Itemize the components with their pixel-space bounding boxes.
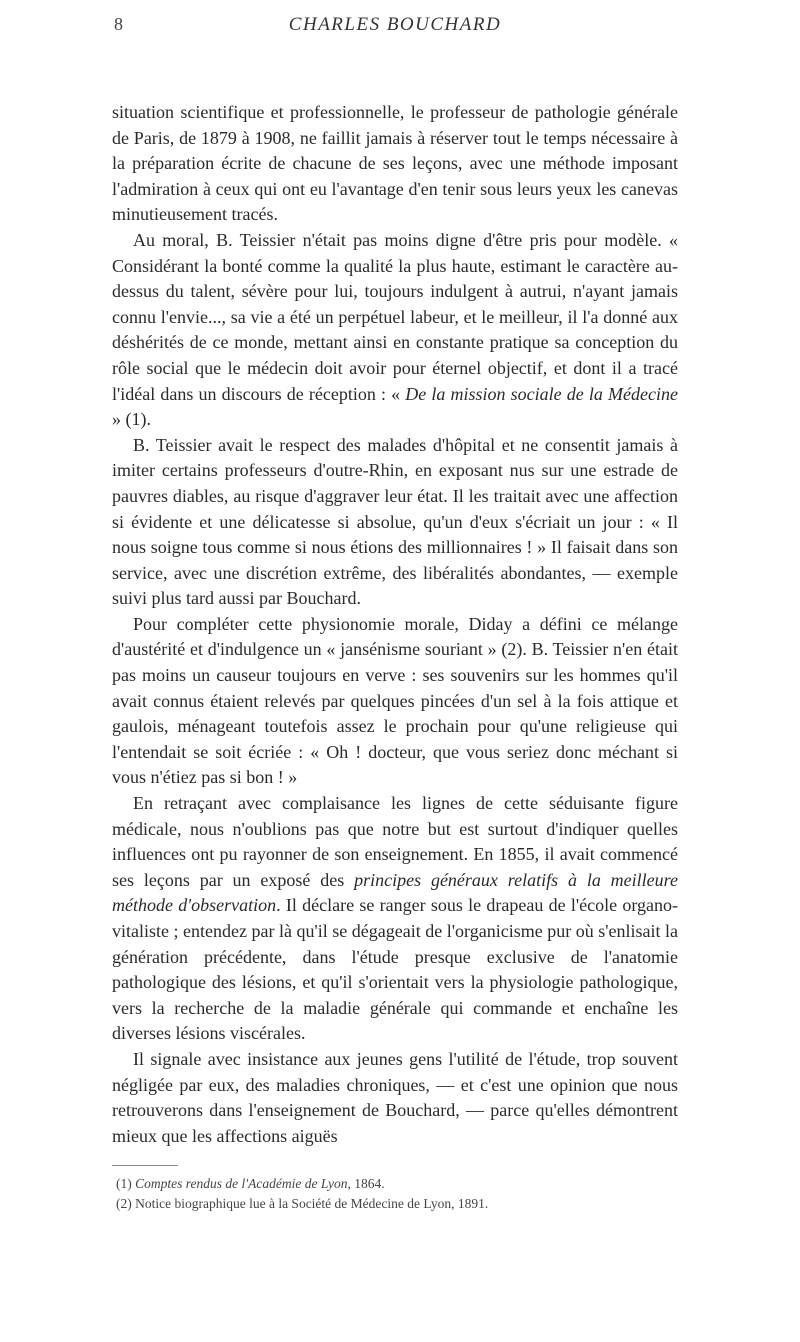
- text-run: Il signale avec insistance aux jeunes gens l'utilité de l'étude, trop souvent négligée par eux, des maladies chroniques, — et c'est une opinion que nous retrouverons dans l'enseignement de Bouchard, — parce qu'elles démontrent mieux que les affections aiguës: [112, 1048, 678, 1146]
- body-text: [112, 100, 678, 1149]
- text-run: (1): [116, 1176, 136, 1192]
- italic-title: Comptes rendus de l'Académie de Lyon: [135, 1176, 348, 1192]
- book-page: [112, 14, 678, 1214]
- paragraph: [112, 100, 678, 228]
- text-run: Pour compléter cette physionomie morale, Diday a défini ce mélange d'austérité et d'indulgence un « jansénisme souriant » (2). B. Teissier n'en était pas moins un causeur toujours en verve : ses souvenirs sur les hommes qu'il avait connus étaient relevés par quelques pincées d'un sel à la fois attique et gaulois, ménageant toutefois assez le prochain pour qu'une religieuse qui l'entendait se soit écriée : « Oh ! docteur, que vous seriez donc méchant si vous n'étiez pas si bon ! »: [112, 613, 678, 788]
- text-run: Au moral, B. Teissier n'était pas moins digne d'être pris pour modèle. « Considérant la bonté comme la qualité la plus haute, estimant le caractère au-dessus du talent, sévère pour lui, toujours indulgent à autrui, n'ayant jamais connu l'envie..., sa vie a été un perpétuel labeur, et le meilleur, il l'a donné aux déshérités de ce monde, mettant ainsi en constante pratique sa conception du rôle social que le médecin doit avoir pour éternel objectif, et dont il a tracé l'idéal dans un discours de réception : «: [112, 229, 678, 404]
- paragraph: [112, 612, 678, 791]
- footnotes: [112, 1174, 678, 1214]
- page-header: [112, 14, 678, 48]
- paragraph: [112, 433, 678, 612]
- italic-title: De la mission sociale de la Médecine: [405, 383, 678, 404]
- text-run: » (1).: [112, 409, 151, 430]
- text-run: En retraçant avec complaisance les lignes de cette séduisante figure médicale, nous n'oublions pas que notre but est surtout d'indiquer quelles influences ont pu rayonner de son enseignement. En 1855, il avait commencé ses leçons par un exposé des: [112, 793, 678, 890]
- running-head: CHARLES BOUCHARD: [288, 14, 502, 35]
- paragraph: [112, 791, 678, 1047]
- text-run: situation scientifique et professionnelle, le professeur de pathologie générale de Paris, de 1879 à 1908, ne faillit jamais à réserver tout le temps nécessaire à la préparation écrite de chacune de ses leçons, avec une méthode imposant l'admiration à ceux qui ont eu l'avantage d'en tenir sous leurs yeux les canevas minutieusement tracés.: [112, 102, 678, 225]
- text-run: (2) Notice biographique lue à la Société de Médecine de Lyon, 1891.: [116, 1196, 489, 1212]
- text-run: , 1864.: [347, 1176, 385, 1192]
- paragraph: [112, 228, 678, 433]
- footnote-divider: [112, 1165, 178, 1166]
- text-run: B. Teissier avait le respect des malades d'hôpital et ne consentit jamais à imiter certains professeurs d'outre-Rhin, en exposant nus sur une estrade de pauvres diables, au risque d'aggraver leur état. Il les traitait avec une affection si évidente et une délicatesse si absolue, qu'un d'eux s'écriait un jour : « Il nous soigne tous comme si nous étions des millionnaires ! » Il faisait dans son service, avec une discrétion extrême, des libéralités abondantes, — exemple suivi plus tard aussi par Bouchard.: [112, 434, 678, 609]
- footnote: [112, 1194, 678, 1214]
- text-run: . Il déclare se ranger sous le drapeau de l'école organo-vitaliste ; entendez par là qu'il se dégageait de l'organicisme pur où s'enlisait la génération précédente, dans l'étude presque exclusive de l'anatomie pathologique des lésions, et qu'il s'orientait vers la physiologie pathologique, vers la recherche de la maladie générale qui commande et enchaîne les diverses lésions viscérales.: [112, 895, 678, 1044]
- footnote: [112, 1174, 678, 1194]
- italic-title: principes généraux relatifs à la meilleure méthode d'observation: [112, 869, 678, 916]
- paragraph: [112, 1047, 678, 1149]
- page-number: 8: [114, 14, 123, 34]
